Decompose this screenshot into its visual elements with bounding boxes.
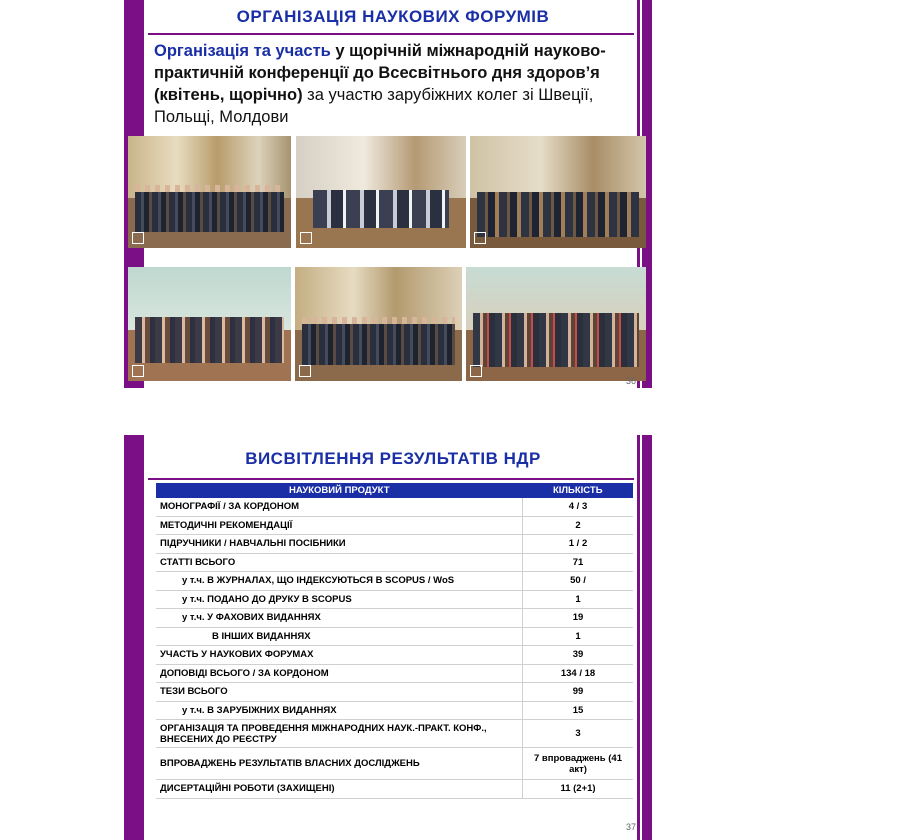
slide-right-bar (642, 435, 652, 840)
row-label: ТЕЗИ ВСЬОГО (156, 683, 523, 702)
row-label: ДОПОВІДІ ВСЬОГО / ЗА КОРДОНОМ (156, 664, 523, 683)
row-value: 1 (523, 590, 634, 609)
conference-photo-3 (470, 136, 646, 248)
conference-photo-5 (295, 267, 462, 381)
row-label: ОРГАНІЗАЦІЯ ТА ПРОВЕДЕННЯ МІЖНАРОДНИХ НАУК.-ПРАКТ. КОНФ., ВНЕСЕНИХ ДО РЕЄСТРУ (156, 720, 523, 748)
table-row (156, 664, 633, 683)
table-row (156, 535, 633, 554)
slide-left-bar (124, 435, 144, 840)
table-row (156, 609, 633, 628)
row-label: В ІНШИХ ВИДАННЯХ (156, 627, 523, 646)
slide-title: ВИСВІТЛЕННЯ РЕЗУЛЬТАТІВ НДР (245, 449, 541, 468)
conference-photo-6 (466, 267, 646, 381)
slide-ndr-results (124, 435, 652, 840)
intro-highlight: Організація та участь (154, 42, 331, 60)
page-number: 36 (625, 376, 636, 386)
conference-photo-2 (296, 136, 466, 248)
row-label: ВПРОВАДЖЕНЬ РЕЗУЛЬТАТІВ ВЛАСНИХ ДОСЛІДЖЕНЬ (156, 748, 523, 780)
row-value: 39 (523, 646, 634, 665)
row-label: СТАТТІ ВСЬОГО (156, 553, 523, 572)
logo-icon (300, 232, 312, 244)
logo-icon (470, 365, 482, 377)
row-label: у т.ч. ПОДАНО ДО ДРУКУ В SCOPUS (156, 590, 523, 609)
row-value: 71 (523, 553, 634, 572)
header-product: НАУКОВИЙ ПРОДУКТ (156, 483, 523, 498)
row-label: УЧАСТЬ У НАУКОВИХ ФОРУМАХ (156, 646, 523, 665)
row-value: 2 (523, 516, 634, 535)
table-row (156, 720, 633, 748)
row-label: ПІДРУЧНИКИ / НАВЧАЛЬНІ ПОСІБНИКИ (156, 535, 523, 554)
row-value: 1 (523, 627, 634, 646)
logo-icon (132, 232, 144, 244)
row-value: 4 / 3 (523, 498, 634, 516)
table-row (156, 646, 633, 665)
table-row (156, 748, 633, 780)
table-row (156, 780, 633, 799)
row-value: 134 / 18 (523, 664, 634, 683)
row-value: 7 впроваджень (41 акт) (523, 748, 634, 780)
table-row (156, 572, 633, 591)
row-value: 19 (523, 609, 634, 628)
table-row (156, 590, 633, 609)
results-table (156, 483, 633, 799)
table-row (156, 516, 633, 535)
row-label: у т.ч. В ЗАРУБІЖНИХ ВИДАННЯХ (156, 701, 523, 720)
logo-icon (474, 232, 486, 244)
intro-normal: за участю зарубіжних колег зі Швеції, Польщі, Молдови (154, 86, 594, 126)
table-row (156, 627, 633, 646)
intro-text (154, 40, 640, 128)
table-row (156, 553, 633, 572)
intro-bold: у щорічній міжнародній науково-практичній конференції до Всесвітнього дня здоров’я (квітень, щорічно) (154, 42, 606, 104)
row-value: 50 / (523, 572, 634, 591)
table-row (156, 683, 633, 702)
row-label: МЕТОДИЧНІ РЕКОМЕНДАЦІЇ (156, 516, 523, 535)
slide-forums (124, 0, 652, 388)
conference-photo-4 (128, 267, 291, 381)
row-label: у т.ч. В ЖУРНАЛАХ, ЩО ІНДЕКСУЮТЬСЯ В SCOPUS / WoS (156, 572, 523, 591)
row-value: 15 (523, 701, 634, 720)
logo-icon (299, 365, 311, 377)
title-divider (148, 478, 634, 480)
row-value: 11 (2+1) (523, 780, 634, 799)
table-row (156, 701, 633, 720)
title-divider (148, 33, 634, 35)
header-count: КІЛЬКІСТЬ (523, 483, 634, 498)
logo-icon (132, 365, 144, 377)
row-label: у т.ч. У ФАХОВИХ ВИДАННЯХ (156, 609, 523, 628)
row-value: 99 (523, 683, 634, 702)
page-number: 37 (625, 822, 636, 832)
row-value: 3 (523, 720, 634, 748)
table-row (156, 498, 633, 516)
row-label: МОНОГРАФІЇ / ЗА КОРДОНОМ (156, 498, 523, 516)
table-header-row (156, 483, 633, 498)
row-label: ДИСЕРТАЦІЙНІ РОБОТИ (ЗАХИЩЕНІ) (156, 780, 523, 799)
row-value: 1 / 2 (523, 535, 634, 554)
slide-title: ОРГАНІЗАЦІЯ НАУКОВИХ ФОРУМІВ (236, 7, 550, 26)
conference-photo-1 (128, 136, 291, 248)
